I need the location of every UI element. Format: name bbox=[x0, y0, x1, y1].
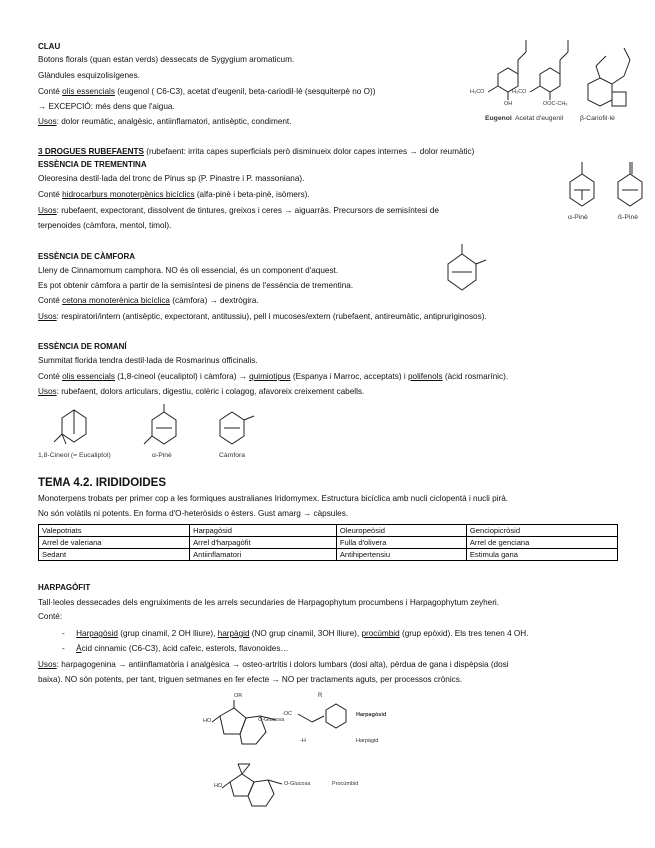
cineol-label: 1,8-Cineol (= Eucaliptol) bbox=[38, 452, 111, 459]
ho-label-1: HO bbox=[203, 718, 212, 724]
romani-camphor-label: Càmfora bbox=[219, 452, 246, 459]
h-label: -H bbox=[300, 738, 306, 744]
acetyl-ooc-label: OOC-CH₃ bbox=[543, 101, 568, 107]
trementina-line-2: Conté hidrocarburs monoterpènics bicíclics (alfa-pinè i beta-pinè, isòmers). bbox=[38, 190, 310, 199]
table-cell: Arrel de valeriana bbox=[39, 537, 190, 549]
harpagofit-line-4: baixa). NO són potents, per tant, triguen setmanes en fer efecte → NO per tractaments aguts, per processos crònics. bbox=[38, 675, 463, 684]
iridoid-table bbox=[38, 524, 618, 561]
romani-heading: ESSÈNCIA DE ROMANÍ bbox=[38, 342, 127, 351]
oc-label: -OC bbox=[282, 711, 293, 717]
table-cell: Antiinflamatori bbox=[190, 549, 337, 561]
tema-line-2: No són volàtils ni potents. En forma d'O-heteròsids o èsters. Gust amarg → càpsules. bbox=[38, 509, 349, 518]
rubefaents-heading: 3 DROGUES RUBEFAENTS (rubefaent: irrita capes superficials però disminueix dolor capes internes → dolor reumàtic) bbox=[38, 147, 475, 156]
harpagofit-heading: HARPAGÒFIT bbox=[38, 583, 91, 592]
harpagosid-label: Harpagòsid bbox=[356, 712, 387, 718]
harpagid-label: Harpàgid bbox=[356, 738, 379, 744]
beta-pinene-label: ß-Pinè bbox=[618, 214, 639, 221]
procumbid-label: Procúmbid bbox=[332, 781, 359, 787]
clau-line-5: Usos: dolor reumàtic, analgèsic, antiinflamatori, antisèptic, condiment. bbox=[38, 117, 292, 126]
table-row bbox=[39, 549, 618, 561]
camphor-structure bbox=[440, 244, 490, 294]
table-cell: Antihipertensiu bbox=[336, 549, 466, 561]
table-cell: Estimula gana bbox=[466, 549, 617, 561]
romani-line-2: Conté olis essencials (1,8-cineol (eucaliptol) i càmfora) → quimiotipus (Espanya i Marroc, acceptats) i polifenols (àcid rosmarínic). bbox=[38, 372, 509, 381]
romani-line-1: Summitat florida tendra destil·lada de Rosmarinus officinalis. bbox=[38, 356, 258, 365]
ho-label-2: HO bbox=[214, 783, 223, 789]
table-header: Valepotriats bbox=[39, 525, 190, 537]
acetyl-h3co-label: H₃CO bbox=[512, 89, 527, 95]
cariofille-label: β-Cariofil·lè bbox=[580, 115, 615, 122]
table-header: Oleuropeòsid bbox=[336, 525, 466, 537]
table-cell: Arrel d'harpagòfit bbox=[190, 537, 337, 549]
clau-line-4: → EXCEPCIÓ: més dens que l'aigua. bbox=[38, 102, 175, 111]
or-label: OR bbox=[234, 693, 243, 699]
table-cell: Sedant bbox=[39, 549, 190, 561]
romani-alpha-pinene-label: α-Pinè bbox=[152, 452, 172, 459]
tema-line-1: Monoterpens trobats per primer cop a les formiques australianes Iridomymex. Estructura bicíclica amb nucli ciclopentà i nucli pirà. bbox=[38, 494, 509, 503]
harpagofit-line-2: Conté: bbox=[38, 612, 63, 621]
trementina-line-4: terpenoides (càmfora, mentol, timol). bbox=[38, 221, 172, 230]
camfora-line-2: Es pot obtenir càmfora a partir de la semisíntesi de pinens de l'essència de trementina. bbox=[38, 281, 354, 290]
table-cell: Fulla d'olivera bbox=[336, 537, 466, 549]
tema-heading: TEMA 4.2. IRIDIDOIDES bbox=[38, 477, 167, 489]
pinene-structures bbox=[560, 160, 650, 215]
romani-line-3: Usos: rubefaent, dolors articulars, digestiu, colèric i colagog, afavoreix creixement cabells. bbox=[38, 387, 365, 396]
clau-line-3: Conté olis essencials (eugenol ( C6-C3), acetat d'eugenil, beta-cariodil·lè (sesquiterpè no O)) bbox=[38, 87, 376, 96]
camfora-line-4: Usos: respiratori/intern (antisèptic, expectorant, antitussiu), pell i mucoses/extern (rubefaent, antireumàtic, antipruriginosos). bbox=[38, 312, 487, 321]
table-row bbox=[39, 537, 618, 549]
eugenol-label: Eugenol bbox=[485, 115, 512, 122]
harpagofit-line-1: Tall·leoles dessecades dels engruiximents de les arrels secundaries de Harpagophytum procumbens i Harpagophytum zeyheri. bbox=[38, 598, 500, 607]
eugenol-oh-label: OH bbox=[504, 101, 513, 107]
trementina-line-3: Usos: rubefaent, expectorant, dissolvent de tintures, greixos i ceres → aiguarràs. Precursors de semisíntesi de bbox=[38, 206, 439, 215]
oglc-label-2: O-Glucosa bbox=[284, 781, 311, 787]
table-header-row bbox=[39, 525, 618, 537]
trementina-line-1: Oleoresina destil·lada del tronc de Pinus sp (P. Pinastre i P. massoniana). bbox=[38, 174, 305, 183]
clau-line-1: Botons florals (quan estan verds) dessecats de Sygygium aromaticum. bbox=[38, 55, 295, 64]
camfora-line-1: Lleny de Cinnamomum camphora. NO és oli essencial, és un component d'aquest. bbox=[38, 266, 339, 275]
harpagofit-bullet-2: - Àcid cinnamic (C6-C3), àcid cafeic, esterols, flavonoides… bbox=[62, 644, 289, 653]
acetyl-eugenil-label: Acetat d'eugenil bbox=[515, 115, 564, 122]
table-header: Harpagòsid bbox=[190, 525, 337, 537]
harpagofit-bullet-1: - Harpagòsid (grup cinamil, 2 OH lliure), harpàgid (NO grup cinamil, 3OH lliure), procúmbid (grup epòxid). Els tres tenen 4 OH. bbox=[62, 629, 529, 638]
clau-line-2: Glàndules esquizolisígenes. bbox=[38, 71, 140, 80]
eugenol-h3co-label: H₃CO bbox=[470, 89, 485, 95]
clau-heading: CLAU bbox=[38, 42, 61, 51]
trementina-heading: ESSÈNCIA DE TREMENTINA bbox=[38, 160, 147, 169]
camfora-line-3: Conté cetona monoterènica bicíclica (càmfora) → dextrògira. bbox=[38, 296, 259, 305]
alpha-pinene-label: α-Pinè bbox=[568, 214, 588, 221]
romani-structures bbox=[40, 404, 270, 452]
r-label: R bbox=[318, 693, 323, 699]
oglc-label-1: O-Glucosa bbox=[258, 717, 285, 723]
harpagofit-line-3: Usos: harpagogenina → antiinflamatòria i analgèsica → osteo-artritis i dolors lumbars (dosi alta), pèrdua de gana i dispèpsia (dosi bbox=[38, 660, 509, 669]
table-header: Genciopicròsid bbox=[466, 525, 617, 537]
camfora-heading: ESSÈNCIA DE CÀMFORA bbox=[38, 252, 136, 261]
table-cell: Arrel de genciana bbox=[466, 537, 617, 549]
